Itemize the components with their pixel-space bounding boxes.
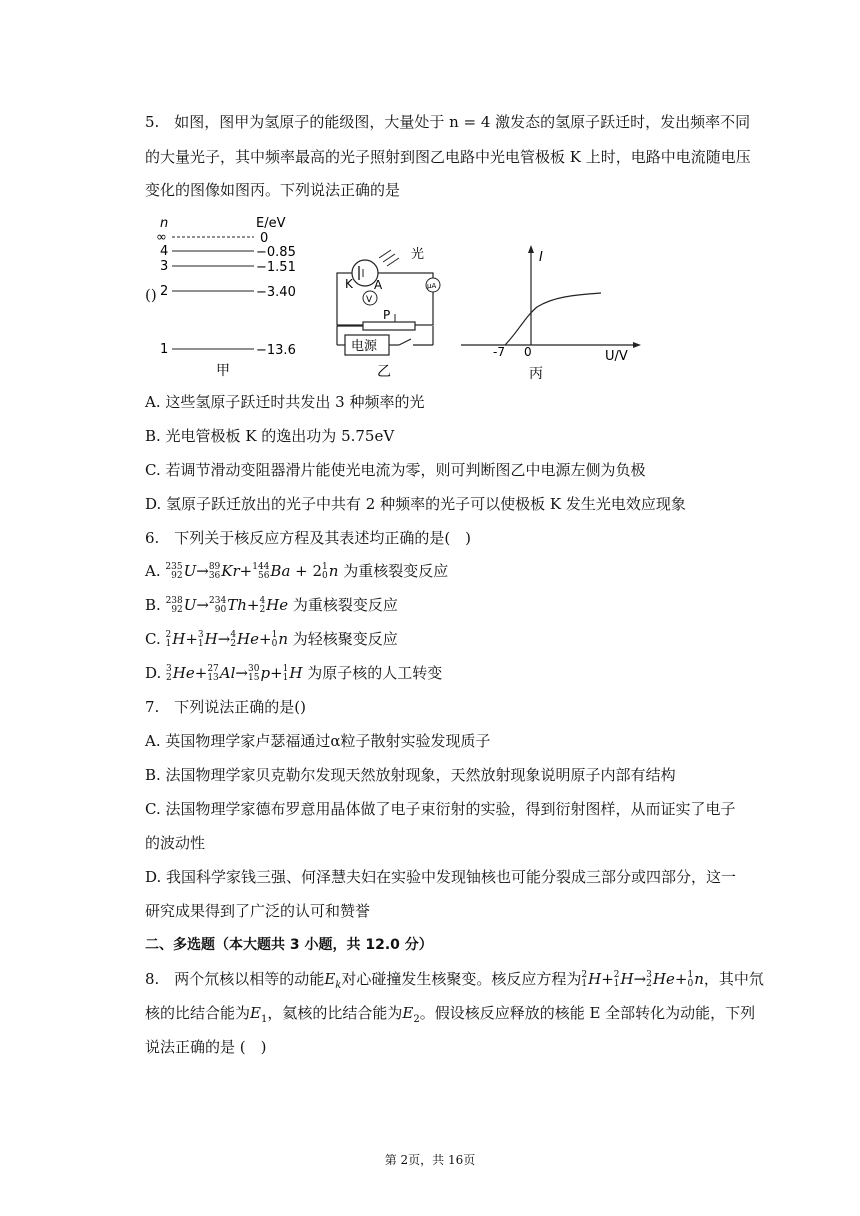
u235-nuclide: 235 92 (165, 562, 183, 581)
energy-level-diagram (150, 215, 310, 380)
q5-stem-line2: 的大量光子，其中频率最高的光子照射到图乙电路中光电管极板 K 上时，电路中电流随电压 (145, 148, 751, 166)
q5-stem-line3: 变化的图像如图丙。下列说法正确的是 (145, 181, 401, 199)
level-1-label: 1 (160, 342, 169, 357)
q6-option-a-label: A. (145, 562, 161, 580)
level-inf-energy: 0 (260, 231, 269, 246)
q5-option-d: D. 氢原子跃迁放出的光子中共有 2 种频率的光子可以使极板 K 发生光电效应现象 (145, 495, 686, 513)
level-3-label: 3 (160, 259, 169, 274)
page-footer: 第 2页，共 16页 (384, 1153, 476, 1167)
q5-option-b: B. 光电管极板 K 的逸出功为 5.75eV (145, 427, 395, 445)
i-axis-label: I (539, 250, 543, 265)
n-axis-label: n (160, 216, 169, 231)
energy-axis-label: E/eV (256, 216, 286, 231)
figure-c-caption: 丙 (529, 366, 543, 380)
q6-option-a: A. 235 92 U→ 89 36 Kr+ 144 56 Ba + 2 1 0 n 为重核裂变反应 (145, 562, 449, 581)
photoelectric-circuit (325, 240, 445, 380)
electrode-k-label: K (345, 277, 353, 291)
q8-stem-line3: 说法正确的是 ( ) (145, 1038, 267, 1056)
q6-option-b-label: B. (145, 596, 161, 614)
switch-icon (399, 339, 411, 345)
q6-option-c: C. 2 1 H+ 3 1 H→ 4 2 He+ 1 0 n 为轻核聚变反应 (145, 630, 398, 649)
q6-option-b: B. 238 92 U→ 234 90 Th+ 4 2 He 为重核裂变反应 (145, 596, 398, 615)
level-4-label: 4 (160, 244, 169, 259)
light-label: 光 (411, 247, 425, 262)
level-inf-label: ∞ (156, 230, 167, 245)
iu-curve-graph (455, 245, 645, 380)
section-2-heading: 二、多选题（本大题共 3 小题，共 12.0 分） (145, 937, 433, 953)
q6-stem: 6. 下列关于核反应方程及其表述均正确的是( ) (145, 529, 472, 547)
q7-option-b: B. 法国物理学家贝克勒尔发现天然放射现象，天然放射现象说明原子内部有结构 (145, 766, 676, 784)
q6-option-a-tail: 为重核裂变反应 (343, 562, 449, 580)
origin-label: 0 (524, 345, 532, 359)
q6-option-c-tail: 为轻核聚变反应 (292, 630, 398, 648)
level-4-energy: −0.85 (256, 245, 296, 260)
q5-answer-paren: () (145, 286, 157, 304)
q7-option-a: A. 英国物理学家卢瑟福通过α粒子散射实验发现质子 (145, 732, 491, 750)
q6-option-d: D. 3 2 He+ 27 13 Al→ 30 15 p+ 1 1 H 为原子核的人工转变 (145, 664, 443, 683)
slider-p-label: P (383, 308, 391, 322)
power-source-label: 电源 (351, 339, 378, 354)
q6-option-d-tail: 为原子核的人工转变 (307, 664, 443, 682)
stopping-voltage-label: -7 (493, 345, 505, 359)
q6-option-d-label: D. (145, 664, 162, 682)
q7-option-d-line1: D. 我国科学家钱三强、何泽慧夫妇在实验中发现铀核也可能分裂成三部分或四部分，这一 (145, 868, 737, 886)
figure-a-caption: 甲 (216, 363, 230, 379)
q5-stem-line1: 5. 如图，图甲为氢原子的能级图，大量处于 n = 4 激发态的氢原子跃迁时，发出频率不同 (145, 113, 751, 131)
u-axis-label: U/V (605, 349, 628, 364)
q6-option-c-label: C. (145, 630, 161, 648)
rheostat-icon (363, 322, 415, 330)
microammeter-label: μA (427, 282, 437, 290)
level-2-label: 2 (160, 284, 169, 299)
q5-option-a: A. 这些氢原子跃迁时共发出 3 种频率的光 (145, 393, 425, 411)
q8-stem-line2: 核的比结合能为$E_1$，氦核的比结合能为$E_2$。假设核反应释放的核能 E 全部转化为动能，下列 (145, 1004, 756, 1025)
q7-option-d-line2: 研究成果得到了广泛的认可和赞誉 (145, 902, 371, 920)
level-3-energy: −1.51 (256, 260, 296, 275)
figure-b-caption: 乙 (377, 364, 391, 380)
q7-option-c-line1: C. 法国物理学家德布罗意用晶体做了电子束衍射的实验，得到衍射图样，从而证实了电子 (145, 800, 736, 818)
voltmeter-label: V (366, 295, 373, 305)
photocurrent-curve (505, 293, 601, 345)
q5-option-c: C. 若调节滑动变阻器滑片能使光电流为零，则可判断图乙中电源左侧为负极 (145, 461, 646, 479)
q7-stem: 7. 下列说法正确的是() (145, 698, 307, 716)
q7-option-c-line2: 的波动性 (145, 834, 206, 852)
q6-option-b-tail: 为重核裂变反应 (292, 596, 398, 614)
q8-stem-line1: 8. 两个氘核以相等的动能$E_k$对心碰撞发生核聚变。核反应方程为 2 1 H+ 2 1 H→ 3 2 He+ 1 0 n，其中氘 (145, 970, 764, 991)
level-2-energy: −3.40 (256, 285, 296, 300)
level-1-energy: −13.6 (256, 343, 296, 358)
electrode-a-label: A (374, 278, 383, 292)
